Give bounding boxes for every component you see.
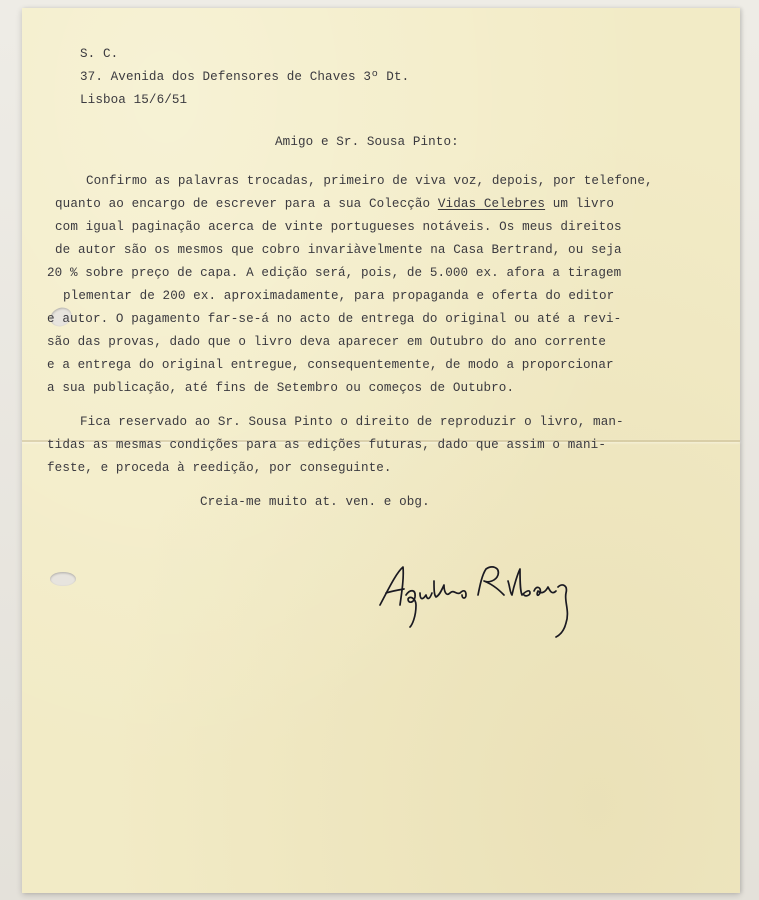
p1-line-7: e autor. O pagamento far-se-á no acto de entrega do original ou até a revi-: [47, 312, 622, 326]
p1-line-10: a sua publicação, até fins de Setembro ou começos de Outubro.: [47, 381, 515, 395]
header-initials: S. C.: [80, 47, 119, 61]
p2-line-1: Fica reservado ao Sr. Sousa Pinto o direito de reproduzir o livro, man-: [80, 415, 624, 429]
p1-line-1: Confirmo as palavras trocadas, primeiro de viva voz, depois, por telefone,: [86, 174, 653, 188]
p2-line-3: feste, e proceda à reedição, por conseguinte.: [47, 461, 392, 475]
p1-line-3: com igual paginação acerca de vinte portugueses notáveis. Os meus direitos: [55, 220, 622, 234]
p1-line-9: e a entrega do original entregue, consequentemente, de modo a proporcionar: [47, 358, 614, 372]
header-address: 37. Avenida dos Defensores de Chaves 3º Dt.: [80, 70, 410, 84]
p1-line-2: quanto ao encargo de escrever para a sua Colecção Vidas Celebres um livro: [55, 197, 615, 211]
salutation: Amigo e Sr. Sousa Pinto:: [275, 135, 459, 149]
p1-line-4: de autor são os mesmos que cobro invariàvelmente na Casa Bertrand, ou seja: [55, 243, 622, 257]
header-place-date: Lisboa 15/6/51: [80, 93, 188, 107]
closing: Creia-me muito at. ven. e obg.: [200, 495, 430, 509]
p1-line-5: 20 % sobre preço de capa. A edição será, pois, de 5.000 ex. afora a tiragem: [47, 266, 622, 280]
letter-sheet: [22, 8, 740, 893]
punch-hole-bottom: [50, 572, 76, 586]
p2-line-2: tidas as mesmas condições para as edições futuras, dado que assim o mani-: [47, 438, 606, 452]
p1-line-8: são das provas, dado que o livro deva aparecer em Outubro do ano corrente: [47, 335, 606, 349]
p1-line-6: plementar de 200 ex. aproximadamente, para propaganda e oferta do editor: [63, 289, 615, 303]
handwritten-signature: [370, 555, 590, 645]
collection-title: Vidas Celebres: [437, 197, 546, 211]
